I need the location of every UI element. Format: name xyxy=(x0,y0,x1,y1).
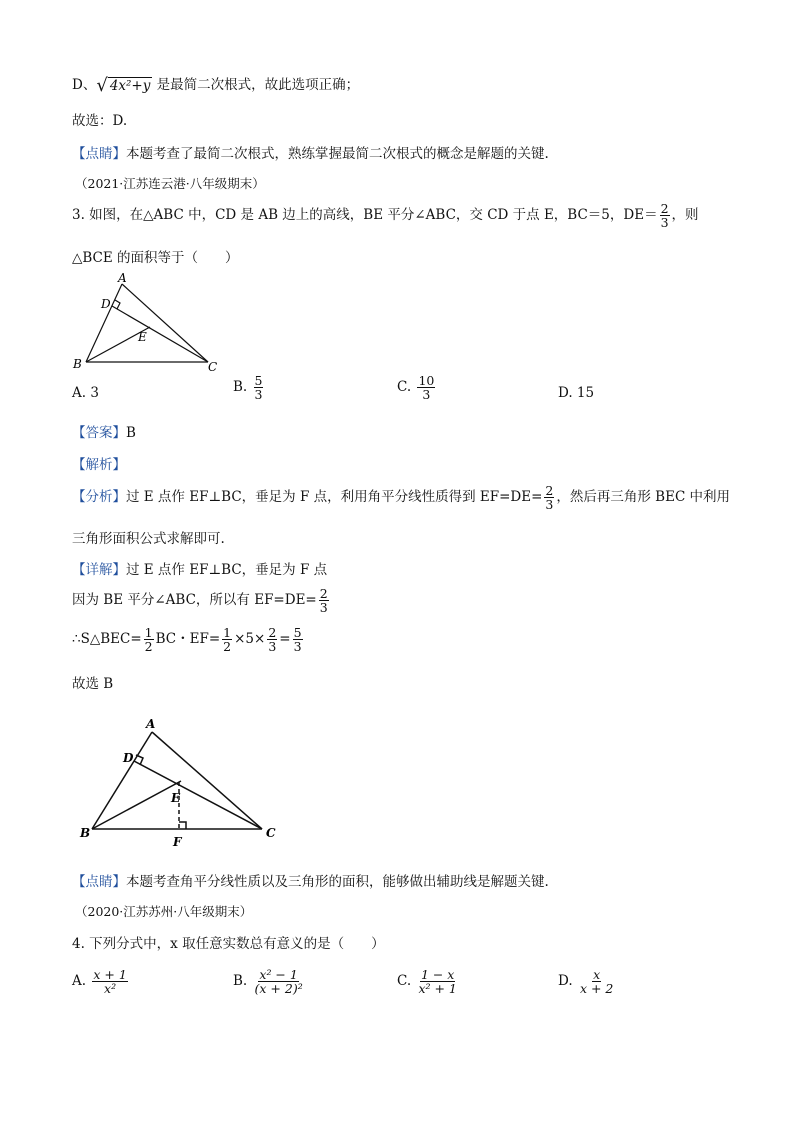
q3-option-d: D. 15 xyxy=(558,385,595,401)
option-label: A. xyxy=(72,973,87,990)
q3-option-a: A. 3 xyxy=(72,385,99,401)
label-e: E xyxy=(171,791,181,805)
q2-comment xyxy=(72,142,549,162)
result-fraction xyxy=(293,626,303,653)
detail-tag: 【详解】 xyxy=(72,562,126,578)
option-label: B. xyxy=(233,379,248,396)
fenxi-part1: 过 E 点作 EF⊥BC，垂足为 F 点，利用角平分线性质得到 EF=DE= xyxy=(126,489,543,506)
q3-answer xyxy=(72,421,136,441)
q3-stem-line1 xyxy=(72,202,699,229)
label-f: F xyxy=(173,835,182,849)
fraction-numerator: x² − 1 xyxy=(259,967,298,982)
fraction-denominator: x + 2 xyxy=(579,981,614,997)
q3-fenxi-line1 xyxy=(72,484,730,511)
q4-option-d xyxy=(558,968,616,995)
option-fraction xyxy=(417,968,457,995)
option-label: D. xyxy=(558,973,573,990)
fraction-denominator: 3 xyxy=(254,387,263,403)
detail-fraction xyxy=(319,587,329,614)
fraction-denominator: 2 xyxy=(223,639,232,655)
q3-de-fraction xyxy=(660,202,670,229)
label-d: D xyxy=(123,751,134,765)
fraction-denominator: 3 xyxy=(660,215,669,231)
q4-stem: 4. 下列分式中，x 取任意实数总有意义的是（ ） xyxy=(72,936,385,952)
label-e: E xyxy=(138,330,147,344)
side-ac xyxy=(152,732,262,829)
q3-detail-line2 xyxy=(72,587,331,614)
calc-mid2: ×5× xyxy=(234,631,266,648)
calc-equals: = xyxy=(279,631,291,648)
fraction-numerator: 5 xyxy=(293,625,302,640)
option-fraction xyxy=(254,968,304,995)
q3-solution-figure xyxy=(78,712,288,852)
q3-conclusion: 故选 B xyxy=(72,676,114,692)
right-angle-mark-f xyxy=(179,822,186,829)
fraction-numerator: 2 xyxy=(319,586,328,601)
q3-stem-part1: 3. 如图，在△ABC 中，CD 是 AB 边上的高线，BE 平分∠ABC，交 CD 于点 E，BC＝5，DE＝ xyxy=(72,207,658,224)
de-fraction xyxy=(267,626,277,653)
bisector-be xyxy=(92,781,181,829)
detail-line2-text: 因为 BE 平分∠ABC，所以有 EF=DE= xyxy=(72,592,317,609)
q3-figure xyxy=(70,268,230,378)
half-fraction xyxy=(144,626,154,653)
label-a: A xyxy=(146,717,156,731)
side-ac xyxy=(122,284,208,362)
answer-value: B xyxy=(126,425,136,441)
calc-prefix: ∴S△BEC= xyxy=(72,631,142,648)
option-fraction xyxy=(254,374,264,401)
label-d: D xyxy=(101,297,111,311)
label-c: C xyxy=(208,360,218,374)
fraction-numerator: 2 xyxy=(545,483,554,498)
sqrt-expression: √ 4x²+y xyxy=(96,74,151,96)
fraction-numerator: 1 xyxy=(144,625,153,640)
option-fraction xyxy=(417,374,435,401)
option-label: B. xyxy=(233,973,248,990)
comment-tag: 【点睛】 xyxy=(72,874,126,890)
q3-option-c xyxy=(397,374,437,401)
half-fraction-2 xyxy=(222,626,232,653)
q3-calculation xyxy=(72,626,305,653)
calc-mid1: BC・EF= xyxy=(155,631,221,648)
side-ab xyxy=(86,284,122,362)
q4-source: （2020·江苏苏州·八年级期末） xyxy=(75,904,253,919)
answer-tag: 【答案】 xyxy=(72,425,126,441)
fraction-numerator: 1 − x xyxy=(420,967,455,982)
fenxi-fraction xyxy=(544,484,554,511)
q2-option-d-label: D、 xyxy=(72,77,97,93)
fraction-denominator: 2 xyxy=(144,639,153,655)
fraction-denominator: 3 xyxy=(422,387,431,403)
option-fraction xyxy=(579,968,614,995)
q4-option-c xyxy=(397,968,460,995)
option-label: C. xyxy=(397,973,412,990)
label-a: A xyxy=(118,271,127,285)
fraction-denominator: x² xyxy=(104,981,117,997)
analysis-tag: 【解析】 xyxy=(72,457,126,473)
q2-comment-text: 本题考查了最简二次根式，熟练掌握最简二次根式的概念是解题的关键. xyxy=(126,146,549,162)
fraction-denominator: (x + 2)² xyxy=(254,981,303,997)
q3-detail-line1 xyxy=(72,558,327,578)
fraction-numerator: 5 xyxy=(254,373,263,388)
q2-comment-tag: 【点睛】 xyxy=(72,146,126,162)
altitude-cd xyxy=(112,306,208,362)
label-b: B xyxy=(73,357,82,371)
sqrt-radicand: 4x²+y xyxy=(109,77,151,94)
q3-source: （2021·江苏连云港·八年级期末） xyxy=(75,176,265,191)
q3-stem-part2: ，则 xyxy=(671,207,699,224)
q2-option-d-line xyxy=(72,73,359,95)
label-b: B xyxy=(80,826,91,840)
option-fraction xyxy=(92,968,127,995)
q2-conclusion: 故选：D. xyxy=(72,113,128,129)
fraction-denominator: 3 xyxy=(319,600,328,616)
fraction-numerator: x + 1 xyxy=(93,967,127,982)
option-label: C. xyxy=(397,379,412,396)
label-c: C xyxy=(266,826,276,840)
q3-stem-line2: △BCE 的面积等于（ ） xyxy=(72,250,239,266)
altitude-cd xyxy=(134,761,262,829)
fenxi-tag: 【分析】 xyxy=(72,489,126,506)
q3-comment xyxy=(72,870,549,890)
fraction-denominator: 3 xyxy=(545,497,554,513)
q3-fenxi-line2: 三角形面积公式求解即可. xyxy=(72,531,225,547)
q2-option-d-text: 是最简二次根式，故此选项正确； xyxy=(156,77,360,93)
comment-text: 本题考查角平分线性质以及三角形的面积，能够做出辅助线是解题关键. xyxy=(126,874,549,890)
q4-option-b xyxy=(233,968,306,995)
q3-analysis-tag xyxy=(72,453,126,473)
detail-text: 过 E 点作 EF⊥BC，垂足为 F 点 xyxy=(126,562,328,578)
fraction-numerator: 1 xyxy=(223,625,232,640)
fraction-numerator: 10 xyxy=(418,373,435,388)
q4-option-a xyxy=(72,968,130,995)
q3-option-b xyxy=(233,374,265,401)
side-ab xyxy=(92,732,152,829)
fraction-numerator: 2 xyxy=(268,625,277,640)
fenxi-part2: ，然后再三角形 BEC 中利用 xyxy=(556,489,731,506)
fraction-numerator: 2 xyxy=(660,201,669,216)
fraction-numerator: x xyxy=(593,967,601,982)
fraction-denominator: 3 xyxy=(268,639,277,655)
fraction-denominator: x² + 1 xyxy=(418,981,457,997)
fraction-denominator: 3 xyxy=(293,639,302,655)
